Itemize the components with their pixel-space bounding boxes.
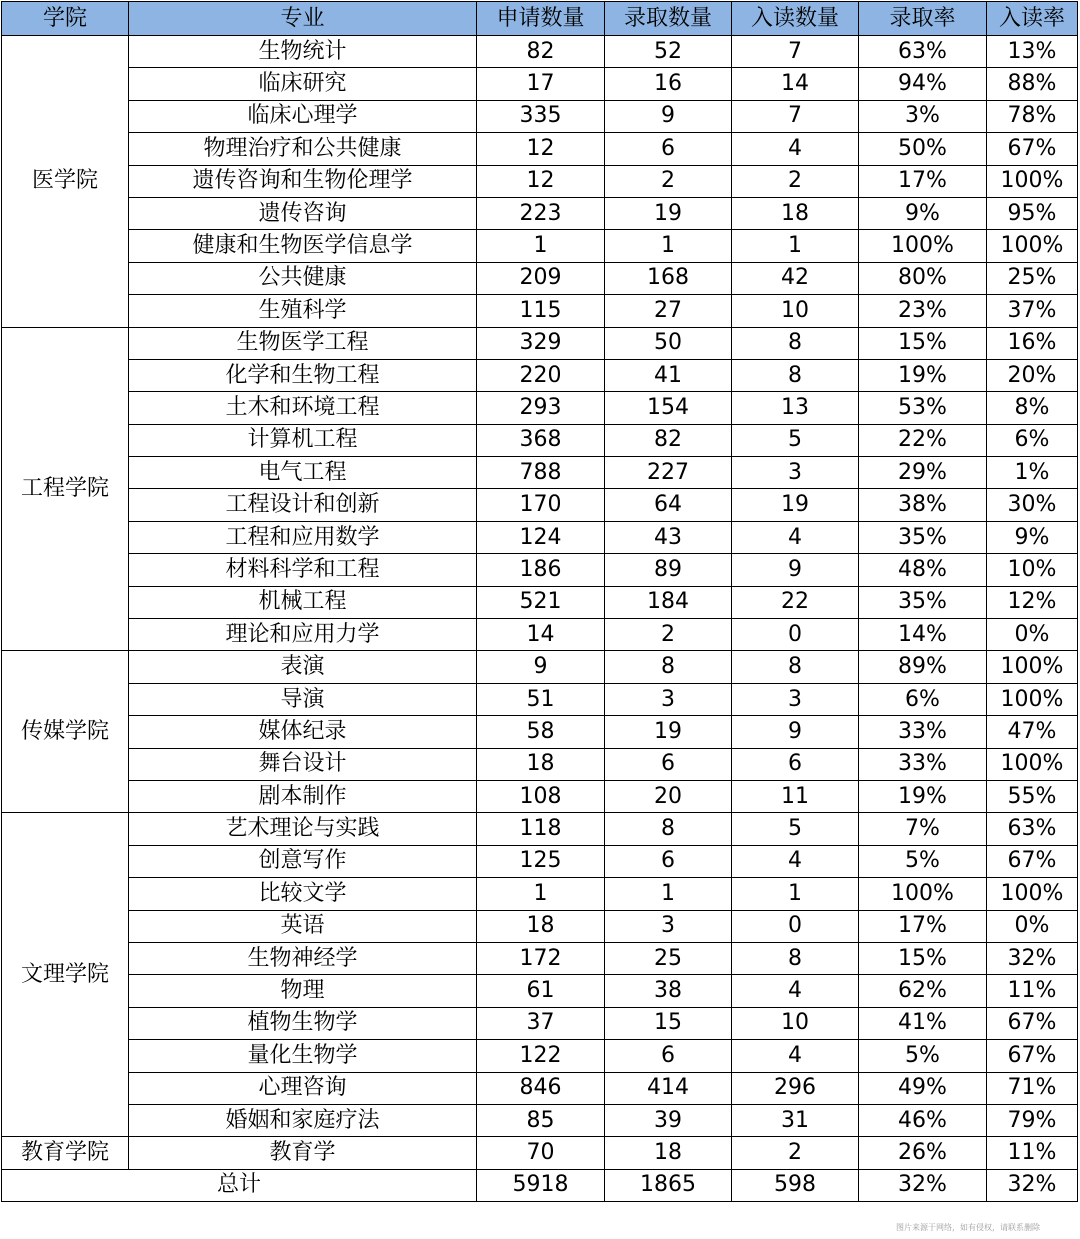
enrollment-rate-cell: 100% — [987, 165, 1078, 197]
header-major: 专业 — [129, 2, 477, 36]
enrolled-cell: 7 — [732, 36, 859, 68]
enrolled-cell: 7 — [732, 100, 859, 132]
table-row — [2, 197, 1078, 229]
table-row — [2, 392, 1078, 424]
admitted-cell: 38 — [605, 975, 732, 1007]
applications-cell: 1 — [477, 230, 605, 262]
enrollment-rate-cell: 67% — [987, 845, 1078, 877]
total-row — [2, 1169, 1078, 1201]
header-enrollment-rate: 入读率 — [987, 2, 1078, 36]
admitted-cell: 3 — [605, 683, 732, 715]
table-row — [2, 327, 1078, 359]
major-cell: 英语 — [129, 910, 477, 942]
admitted-cell: 2 — [605, 619, 732, 651]
applications-cell: 186 — [477, 554, 605, 586]
admitted-cell: 19 — [605, 197, 732, 229]
applications-cell: 18 — [477, 910, 605, 942]
applications-cell: 37 — [477, 1007, 605, 1039]
applications-cell: 14 — [477, 619, 605, 651]
table-row — [2, 133, 1078, 165]
enrolled-cell: 4 — [732, 845, 859, 877]
major-cell: 剧本制作 — [129, 780, 477, 812]
enrolled-cell: 4 — [732, 975, 859, 1007]
total-admitted: 1865 — [605, 1169, 732, 1201]
admission-rate-cell: 26% — [859, 1137, 987, 1169]
enrollment-rate-cell: 11% — [987, 1137, 1078, 1169]
applications-cell: 293 — [477, 392, 605, 424]
admitted-cell: 1 — [605, 878, 732, 910]
enrolled-cell: 8 — [732, 359, 859, 391]
enrollment-rate-cell: 8% — [987, 392, 1078, 424]
enrolled-cell: 22 — [732, 586, 859, 618]
admission-rate-cell: 100% — [859, 878, 987, 910]
major-cell: 生物神经学 — [129, 942, 477, 974]
admission-rate-cell: 100% — [859, 230, 987, 262]
admitted-cell: 25 — [605, 942, 732, 974]
enrollment-rate-cell: 37% — [987, 295, 1078, 327]
enrollment-rate-cell: 9% — [987, 521, 1078, 553]
applications-cell: 220 — [477, 359, 605, 391]
table-body — [2, 36, 1078, 1170]
enrollment-rate-cell: 30% — [987, 489, 1078, 521]
admission-rate-cell: 35% — [859, 521, 987, 553]
enrollment-rate-cell: 63% — [987, 813, 1078, 845]
applications-cell: 51 — [477, 683, 605, 715]
total-enrolled: 598 — [732, 1169, 859, 1201]
applications-cell: 788 — [477, 457, 605, 489]
applications-cell: 108 — [477, 780, 605, 812]
header-college: 学院 — [2, 2, 129, 36]
admission-rate-cell: 35% — [859, 586, 987, 618]
header-row — [2, 2, 1078, 36]
enrolled-cell: 4 — [732, 521, 859, 553]
college-cell: 医学院 — [2, 36, 129, 328]
admitted-cell: 43 — [605, 521, 732, 553]
applications-cell: 115 — [477, 295, 605, 327]
enrolled-cell: 9 — [732, 554, 859, 586]
header-admission-rate: 录取率 — [859, 2, 987, 36]
applications-cell: 18 — [477, 748, 605, 780]
enrolled-cell: 4 — [732, 1040, 859, 1072]
enrollment-rate-cell: 47% — [987, 716, 1078, 748]
admitted-cell: 414 — [605, 1072, 732, 1104]
major-cell: 材料科学和工程 — [129, 554, 477, 586]
admitted-cell: 64 — [605, 489, 732, 521]
table-row — [2, 1007, 1078, 1039]
applications-cell: 125 — [477, 845, 605, 877]
enrollment-rate-cell: 10% — [987, 554, 1078, 586]
enrolled-cell: 3 — [732, 457, 859, 489]
table-row — [2, 586, 1078, 618]
admission-rate-cell: 22% — [859, 424, 987, 456]
enrolled-cell: 1 — [732, 878, 859, 910]
college-cell: 传媒学院 — [2, 651, 129, 813]
total-applications: 5918 — [477, 1169, 605, 1201]
admitted-cell: 6 — [605, 1040, 732, 1072]
enrolled-cell: 9 — [732, 716, 859, 748]
table-row — [2, 1072, 1078, 1104]
admission-rate-cell: 94% — [859, 68, 987, 100]
admission-rate-cell: 19% — [859, 780, 987, 812]
major-cell: 艺术理论与实践 — [129, 813, 477, 845]
table-row — [2, 878, 1078, 910]
admission-rate-cell: 46% — [859, 1104, 987, 1136]
enrollment-rate-cell: 88% — [987, 68, 1078, 100]
table-row — [2, 1040, 1078, 1072]
enrolled-cell: 13 — [732, 392, 859, 424]
applications-cell: 9 — [477, 651, 605, 683]
table-row — [2, 1137, 1078, 1169]
admitted-cell: 3 — [605, 910, 732, 942]
admission-rate-cell: 3% — [859, 100, 987, 132]
applications-cell: 17 — [477, 68, 605, 100]
major-cell: 物理 — [129, 975, 477, 1007]
applications-cell: 61 — [477, 975, 605, 1007]
major-cell: 机械工程 — [129, 586, 477, 618]
admission-rate-cell: 48% — [859, 554, 987, 586]
admission-rate-cell: 9% — [859, 197, 987, 229]
admitted-cell: 50 — [605, 327, 732, 359]
admitted-cell: 89 — [605, 554, 732, 586]
applications-cell: 368 — [477, 424, 605, 456]
enrollment-rate-cell: 100% — [987, 878, 1078, 910]
table-row — [2, 230, 1078, 262]
admission-rate-cell: 63% — [859, 36, 987, 68]
major-cell: 工程和应用数学 — [129, 521, 477, 553]
admission-rate-cell: 6% — [859, 683, 987, 715]
admitted-cell: 1 — [605, 230, 732, 262]
enrolled-cell: 3 — [732, 683, 859, 715]
enrollment-rate-cell: 20% — [987, 359, 1078, 391]
enrolled-cell: 5 — [732, 424, 859, 456]
table-row — [2, 262, 1078, 294]
table-row — [2, 651, 1078, 683]
enrollment-rate-cell: 71% — [987, 1072, 1078, 1104]
table-row — [2, 424, 1078, 456]
enrollment-rate-cell: 78% — [987, 100, 1078, 132]
major-cell: 土木和环境工程 — [129, 392, 477, 424]
enrolled-cell: 11 — [732, 780, 859, 812]
major-cell: 健康和生物医学信息学 — [129, 230, 477, 262]
table-row — [2, 554, 1078, 586]
admission-rate-cell: 23% — [859, 295, 987, 327]
major-cell: 生物统计 — [129, 36, 477, 68]
major-cell: 临床心理学 — [129, 100, 477, 132]
table-row — [2, 359, 1078, 391]
total-enrollment-rate: 32% — [987, 1169, 1078, 1201]
admission-rate-cell: 49% — [859, 1072, 987, 1104]
applications-cell: 172 — [477, 942, 605, 974]
table-row — [2, 100, 1078, 132]
admitted-cell: 27 — [605, 295, 732, 327]
table-row — [2, 68, 1078, 100]
admission-rate-cell: 15% — [859, 327, 987, 359]
total-admission-rate: 32% — [859, 1169, 987, 1201]
admitted-cell: 20 — [605, 780, 732, 812]
enrolled-cell: 18 — [732, 197, 859, 229]
major-cell: 计算机工程 — [129, 424, 477, 456]
enrolled-cell: 1 — [732, 230, 859, 262]
major-cell: 婚姻和家庭疗法 — [129, 1104, 477, 1136]
major-cell: 创意写作 — [129, 845, 477, 877]
applications-cell: 118 — [477, 813, 605, 845]
table-row — [2, 36, 1078, 68]
enrollment-rate-cell: 100% — [987, 651, 1078, 683]
table-row — [2, 619, 1078, 651]
major-cell: 表演 — [129, 651, 477, 683]
table-row — [2, 716, 1078, 748]
admissions-table — [1, 1, 1078, 1202]
major-cell: 教育学 — [129, 1137, 477, 1169]
applications-cell: 124 — [477, 521, 605, 553]
applications-cell: 521 — [477, 586, 605, 618]
enrolled-cell: 19 — [732, 489, 859, 521]
admission-rate-cell: 14% — [859, 619, 987, 651]
enrolled-cell: 6 — [732, 748, 859, 780]
enrolled-cell: 10 — [732, 1007, 859, 1039]
enrollment-rate-cell: 6% — [987, 424, 1078, 456]
enrollment-rate-cell: 0% — [987, 619, 1078, 651]
admission-rate-cell: 41% — [859, 1007, 987, 1039]
admitted-cell: 16 — [605, 68, 732, 100]
table-row — [2, 457, 1078, 489]
admission-rate-cell: 5% — [859, 845, 987, 877]
applications-cell: 122 — [477, 1040, 605, 1072]
enrollment-rate-cell: 32% — [987, 942, 1078, 974]
admitted-cell: 2 — [605, 165, 732, 197]
admitted-cell: 8 — [605, 651, 732, 683]
table-row — [2, 683, 1078, 715]
admitted-cell: 227 — [605, 457, 732, 489]
major-cell: 心理咨询 — [129, 1072, 477, 1104]
header-enrolled: 入读数量 — [732, 2, 859, 36]
enrollment-rate-cell: 25% — [987, 262, 1078, 294]
applications-cell: 1 — [477, 878, 605, 910]
major-cell: 舞台设计 — [129, 748, 477, 780]
admission-rate-cell: 7% — [859, 813, 987, 845]
table-row — [2, 1104, 1078, 1136]
applications-cell: 12 — [477, 165, 605, 197]
enrollment-rate-cell: 100% — [987, 230, 1078, 262]
admitted-cell: 184 — [605, 586, 732, 618]
enrollment-rate-cell: 12% — [987, 586, 1078, 618]
applications-cell: 223 — [477, 197, 605, 229]
enrollment-rate-cell: 16% — [987, 327, 1078, 359]
applications-cell: 170 — [477, 489, 605, 521]
enrollment-rate-cell: 67% — [987, 1007, 1078, 1039]
major-cell: 导演 — [129, 683, 477, 715]
enrolled-cell: 0 — [732, 910, 859, 942]
admission-rate-cell: 33% — [859, 748, 987, 780]
enrollment-rate-cell: 100% — [987, 683, 1078, 715]
admitted-cell: 9 — [605, 100, 732, 132]
enrolled-cell: 4 — [732, 133, 859, 165]
admission-rate-cell: 19% — [859, 359, 987, 391]
major-cell: 化学和生物工程 — [129, 359, 477, 391]
major-cell: 临床研究 — [129, 68, 477, 100]
admitted-cell: 6 — [605, 845, 732, 877]
major-cell: 公共健康 — [129, 262, 477, 294]
major-cell: 比较文学 — [129, 878, 477, 910]
admitted-cell: 154 — [605, 392, 732, 424]
admission-rate-cell: 62% — [859, 975, 987, 1007]
major-cell: 植物生物学 — [129, 1007, 477, 1039]
admission-rate-cell: 80% — [859, 262, 987, 294]
watermark: 图片来源于网络，如有侵权，请联系删除 — [896, 1223, 1040, 1232]
major-cell: 理论和应用力学 — [129, 619, 477, 651]
enrollment-rate-cell: 95% — [987, 197, 1078, 229]
enrolled-cell: 31 — [732, 1104, 859, 1136]
enrollment-rate-cell: 11% — [987, 975, 1078, 1007]
admission-rate-cell: 50% — [859, 133, 987, 165]
header-admitted: 录取数量 — [605, 2, 732, 36]
major-cell: 量化生物学 — [129, 1040, 477, 1072]
admitted-cell: 39 — [605, 1104, 732, 1136]
table-row — [2, 942, 1078, 974]
major-cell: 物理治疗和公共健康 — [129, 133, 477, 165]
admitted-cell: 82 — [605, 424, 732, 456]
major-cell: 遗传咨询和生物伦理学 — [129, 165, 477, 197]
applications-cell: 209 — [477, 262, 605, 294]
enrollment-rate-cell: 67% — [987, 133, 1078, 165]
applications-cell: 329 — [477, 327, 605, 359]
admission-rate-cell: 5% — [859, 1040, 987, 1072]
admission-rate-cell: 89% — [859, 651, 987, 683]
admitted-cell: 18 — [605, 1137, 732, 1169]
table-row — [2, 910, 1078, 942]
admitted-cell: 6 — [605, 133, 732, 165]
enrolled-cell: 2 — [732, 165, 859, 197]
enrollment-rate-cell: 13% — [987, 36, 1078, 68]
college-cell: 文理学院 — [2, 813, 129, 1137]
admission-rate-cell: 17% — [859, 910, 987, 942]
admission-rate-cell: 29% — [859, 457, 987, 489]
enrolled-cell: 2 — [732, 1137, 859, 1169]
applications-cell: 846 — [477, 1072, 605, 1104]
enrolled-cell: 10 — [732, 295, 859, 327]
admission-rate-cell: 53% — [859, 392, 987, 424]
applications-cell: 85 — [477, 1104, 605, 1136]
admission-rate-cell: 38% — [859, 489, 987, 521]
enrollment-rate-cell: 100% — [987, 748, 1078, 780]
college-cell: 教育学院 — [2, 1137, 129, 1169]
total-label: 总计 — [2, 1169, 477, 1201]
table-row — [2, 975, 1078, 1007]
enrollment-rate-cell: 67% — [987, 1040, 1078, 1072]
admitted-cell: 15 — [605, 1007, 732, 1039]
enrolled-cell: 8 — [732, 327, 859, 359]
admitted-cell: 19 — [605, 716, 732, 748]
header-applications: 申请数量 — [477, 2, 605, 36]
major-cell: 遗传咨询 — [129, 197, 477, 229]
table-row — [2, 165, 1078, 197]
table-row — [2, 489, 1078, 521]
college-cell: 工程学院 — [2, 327, 129, 651]
enrolled-cell: 14 — [732, 68, 859, 100]
admitted-cell: 52 — [605, 36, 732, 68]
enrolled-cell: 0 — [732, 619, 859, 651]
table-row — [2, 780, 1078, 812]
applications-cell: 335 — [477, 100, 605, 132]
applications-cell: 12 — [477, 133, 605, 165]
admission-rate-cell: 33% — [859, 716, 987, 748]
enrollment-rate-cell: 1% — [987, 457, 1078, 489]
enrollment-rate-cell: 79% — [987, 1104, 1078, 1136]
table-row — [2, 813, 1078, 845]
major-cell: 媒体纪录 — [129, 716, 477, 748]
enrolled-cell: 8 — [732, 651, 859, 683]
admitted-cell: 8 — [605, 813, 732, 845]
applications-cell: 70 — [477, 1137, 605, 1169]
table-row — [2, 521, 1078, 553]
admission-rate-cell: 17% — [859, 165, 987, 197]
major-cell: 工程设计和创新 — [129, 489, 477, 521]
enrolled-cell: 8 — [732, 942, 859, 974]
admitted-cell: 6 — [605, 748, 732, 780]
enrolled-cell: 5 — [732, 813, 859, 845]
major-cell: 生物医学工程 — [129, 327, 477, 359]
enrolled-cell: 42 — [732, 262, 859, 294]
table-row — [2, 845, 1078, 877]
enrollment-rate-cell: 0% — [987, 910, 1078, 942]
admitted-cell: 168 — [605, 262, 732, 294]
enrollment-rate-cell: 55% — [987, 780, 1078, 812]
admission-rate-cell: 15% — [859, 942, 987, 974]
applications-cell: 58 — [477, 716, 605, 748]
table-row — [2, 748, 1078, 780]
applications-cell: 82 — [477, 36, 605, 68]
major-cell: 生殖科学 — [129, 295, 477, 327]
table-row — [2, 295, 1078, 327]
major-cell: 电气工程 — [129, 457, 477, 489]
admitted-cell: 41 — [605, 359, 732, 391]
enrolled-cell: 296 — [732, 1072, 859, 1104]
